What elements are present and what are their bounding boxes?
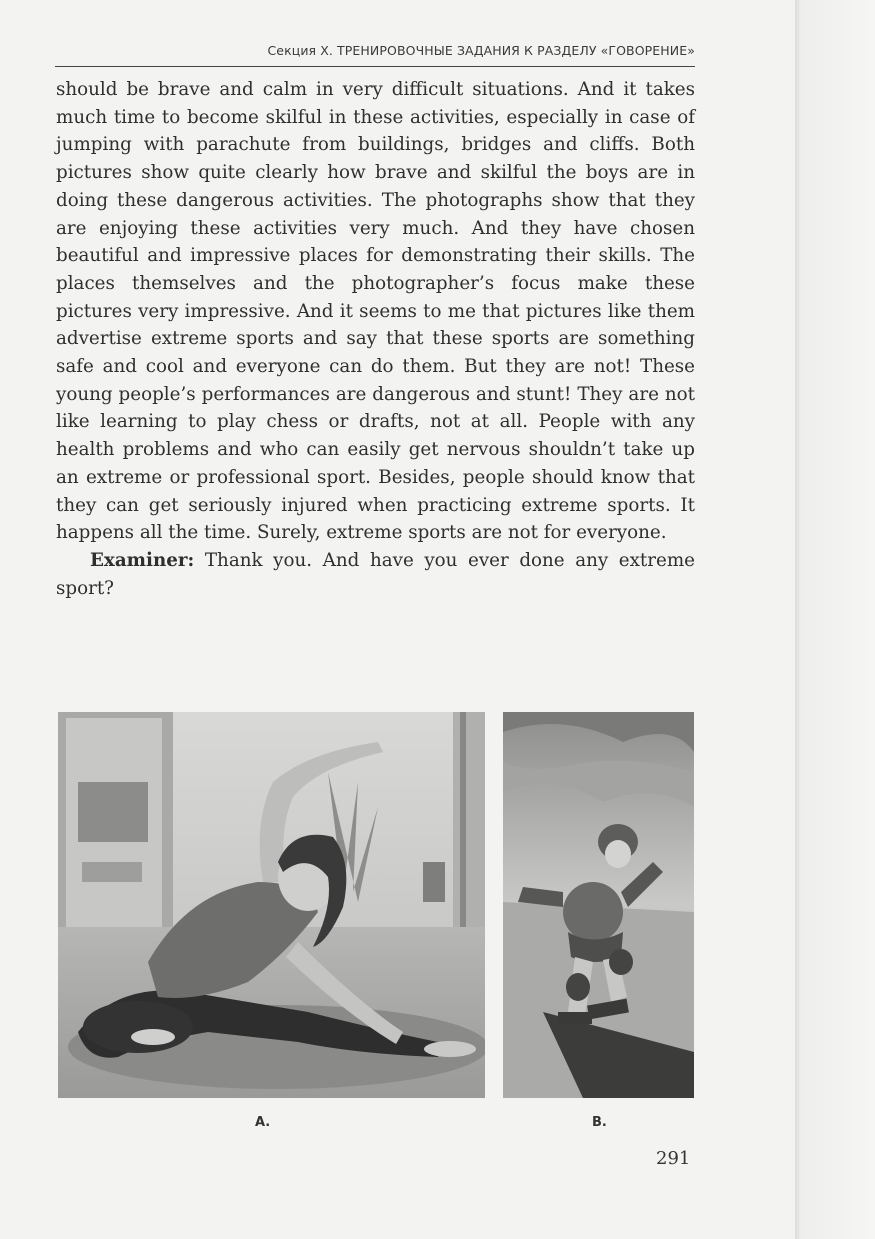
examiner-text: Thank you. And have you ever done any extreme sport?	[56, 549, 695, 599]
woman-stretching-photo	[58, 712, 485, 1098]
running-title: Секция X. ТРЕНИРОВОЧНЫЕ ЗАДАНИЯ К РАЗДЕЛУ «ГОВОРЕНИЕ»	[267, 43, 695, 58]
examiner-label: Examiner:	[90, 549, 195, 571]
running-header	[55, 40, 695, 67]
page-number: 291	[656, 1148, 691, 1169]
examiner-paragraph	[56, 547, 695, 602]
body-text	[56, 76, 695, 602]
caption-b: B.	[592, 1115, 607, 1130]
boy-rollerblading-photo	[503, 712, 694, 1098]
caption-a: A.	[255, 1115, 271, 1130]
photo-b	[503, 712, 694, 1098]
photo-a	[58, 712, 485, 1098]
paragraph-1: should be brave and calm in very difficult situations. And it takes much time to become skilful in these activities, especially in case of jumping with parachute from buildings, bridges and cliffs. Both pictures show quite clearly how brave and skilful the boys are in doing these dangerous activities. The photographs show that they are enjoying these activities very much. And they have chosen beautiful and impressive places for demonstrating their skills. The places themselves and the photographer’s focus make these pictures very impressive. And it seems to me that pictures like them advertise extreme sports and say that these sports are something safe and cool and everyone can do them. But they are not! These young people’s performances are dangerous and stunt! They are not like learning to play chess or drafts, not at all. People with any health problems and who can easily get nervous shouldn’t take up an extreme or professional sport. Besides, people should know that they can get seriously injured when practicing extreme sports. It happens all the time. Surely, extreme sports are not for everyone.	[56, 79, 695, 544]
page-edge	[795, 0, 875, 1239]
